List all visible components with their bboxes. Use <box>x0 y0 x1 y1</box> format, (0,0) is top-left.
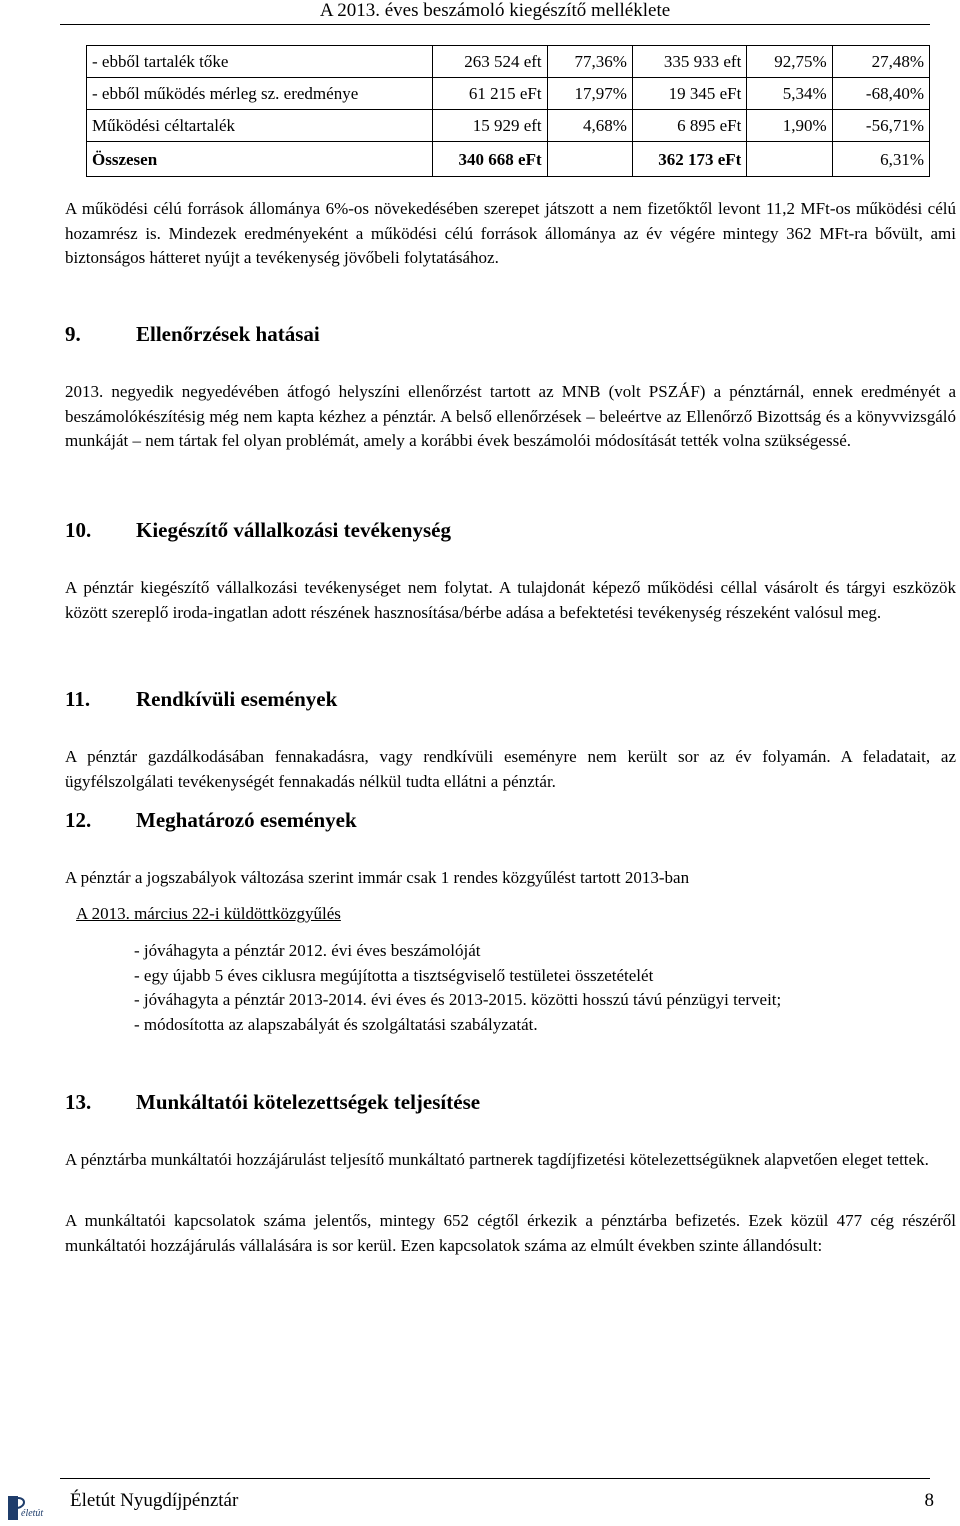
page-header <box>60 0 930 25</box>
paragraph-employers-1: A pénztárba munkáltatói hozzájárulást teljesítő munkáltató partnerek tagdíjfizetési kötelezettségüknek alapvetően eleget tettek. <box>65 1150 929 1169</box>
table-cell: 19 345 eFt <box>632 78 746 110</box>
meeting-title: A 2013. március 22-i küldöttközgyűlés <box>76 904 341 923</box>
section-number: 11. <box>65 687 91 711</box>
table-cell: 15 929 eft <box>433 110 547 142</box>
table-cell: 335 933 eft <box>632 46 746 78</box>
section-heading-11 <box>65 687 337 712</box>
list-item: - jóváhagyta a pénztár 2012. évi éves beszámolóját <box>134 941 481 960</box>
table-cell <box>747 142 832 177</box>
header-title: A 2013. éves beszámoló kiegészítő melléklete <box>319 0 671 21</box>
paragraph-audits: 2013. negyedik negyedévében átfogó helyszíni ellenőrzést tartott az MNB (volt PSZÁF) a pénztárnál, ennek eredményét a beszámolókészítésig még nem kapta kézhez a pénztár. A belső ellenőrzések – beleértve az Ellenőrző Bizottság és a könyvvizsgáló munkáját – nem tártak fel olyan problémát, amely a korábbi évek beszámolói módosítását tették volna szükségessé. <box>65 382 956 450</box>
section-title: Rendkívüli események <box>136 687 338 711</box>
table-row <box>87 78 930 110</box>
section-heading-13 <box>65 1090 480 1115</box>
table-cell: Összesen <box>87 142 433 177</box>
list-item: - módosította az alapszabályát és szolgáltatási szabályzatát. <box>134 1014 538 1034</box>
svg-text:életút: életút <box>21 1508 44 1519</box>
table-cell: 263 524 eft <box>433 46 547 78</box>
list-item: - egy újabb 5 éves ciklusra megújította a tisztségviselő testületei összetételét <box>134 965 654 985</box>
table-cell: - ebből tartalék tőke <box>87 46 433 78</box>
table-cell: 61 215 eFt <box>433 78 547 110</box>
table-cell: 77,36% <box>547 46 632 78</box>
paragraph-events: A pénztár a jogszabályok változása szerint immár csak 1 rendes közgyűlést tartott 2013-ban <box>65 868 690 887</box>
paragraph-funds: A működési célú források állománya 6%-os növekedésében szerepet játszott a nem fizetőktől levont 11,2 MFt-os működési célú hozamrész is. Mindezek eredményeként a működési célú források állománya az év végére mintegy 362 MFt-ra bővült, ami biztonságos hátteret nyújt a tevékenység jövőbeli folytatásához. <box>65 199 956 267</box>
section-number: 10. <box>65 518 92 542</box>
table-cell: -68,40% <box>832 78 929 110</box>
section-heading-10 <box>65 518 451 543</box>
eletut-logo-icon <box>4 1492 54 1524</box>
table-cell <box>547 142 632 177</box>
table-cell: -56,71% <box>832 110 929 142</box>
table-cell: 6 895 eFt <box>632 110 746 142</box>
table-cell: 5,34% <box>747 78 832 110</box>
section-number: 13. <box>65 1090 92 1114</box>
meeting-items <box>134 939 914 1037</box>
section-number: 12. <box>65 808 92 832</box>
section-title: Ellenőrzések hatásai <box>136 322 320 346</box>
section-title: Meghatározó események <box>136 808 357 832</box>
table-row-total <box>87 142 930 177</box>
list-item: - jóváhagyta a pénztár 2013-2014. évi éves és 2013-2015. közötti hosszú távú pénzügyi terveit; <box>134 990 782 1009</box>
table-cell: 6,31% <box>832 142 929 177</box>
footer-org-name: Életút Nyugdíjpénztár <box>70 1490 239 1511</box>
table-row <box>87 46 930 78</box>
table-cell: 27,48% <box>832 46 929 78</box>
table-cell: 362 173 eFt <box>632 142 746 177</box>
page-footer <box>0 1478 960 1526</box>
section-number: 9. <box>65 322 81 346</box>
funds-table <box>86 45 930 177</box>
table-cell: 1,90% <box>747 110 832 142</box>
table-row <box>87 110 930 142</box>
section-heading-12 <box>65 808 357 833</box>
section-heading-9 <box>65 322 320 347</box>
page-number: 8 <box>924 1490 934 1511</box>
table-cell: - ebből működés mérleg sz. eredménye <box>87 78 433 110</box>
table-cell: 340 668 eFt <box>433 142 547 177</box>
table-cell: 17,97% <box>547 78 632 110</box>
section-title: Kiegészítő vállalkozási tevékenység <box>136 518 451 542</box>
paragraph-employers-2: A munkáltatói kapcsolatok száma jelentős, mintegy 652 cégtől érkezik a pénztárba befizetés. Ezek közül 477 cég részéről munkáltatói hozzájárulás vállalására is sor kerül. Ezen kapcsolatok száma az elmúlt években szinte állandósult: <box>65 1211 956 1255</box>
table-cell: Működési céltartalék <box>87 110 433 142</box>
table-cell: 4,68% <box>547 110 632 142</box>
footer-rule <box>60 1478 930 1479</box>
paragraph-business: A pénztár kiegészítő vállalkozási tevékenységet nem folytat. A tulajdonát képező működési céllal vásárolt és tárgyi eszközök között szereplő iroda-ingatlan adott részének hasznosítása/bérbe adása a befektetési tevékenység részeként valósul meg. <box>65 578 956 622</box>
table-cell: 92,75% <box>747 46 832 78</box>
paragraph-extraordinary: A pénztár gazdálkodásában fennakadásra, vagy rendkívüli eseményre nem került sor az év folyamán. A feladatait, az ügyfélszolgálati tevékenységét fennakadás nélkül tudta ellátni a pénztár. <box>65 747 956 791</box>
section-title: Munkáltatói kötelezettségek teljesítése <box>136 1090 481 1114</box>
